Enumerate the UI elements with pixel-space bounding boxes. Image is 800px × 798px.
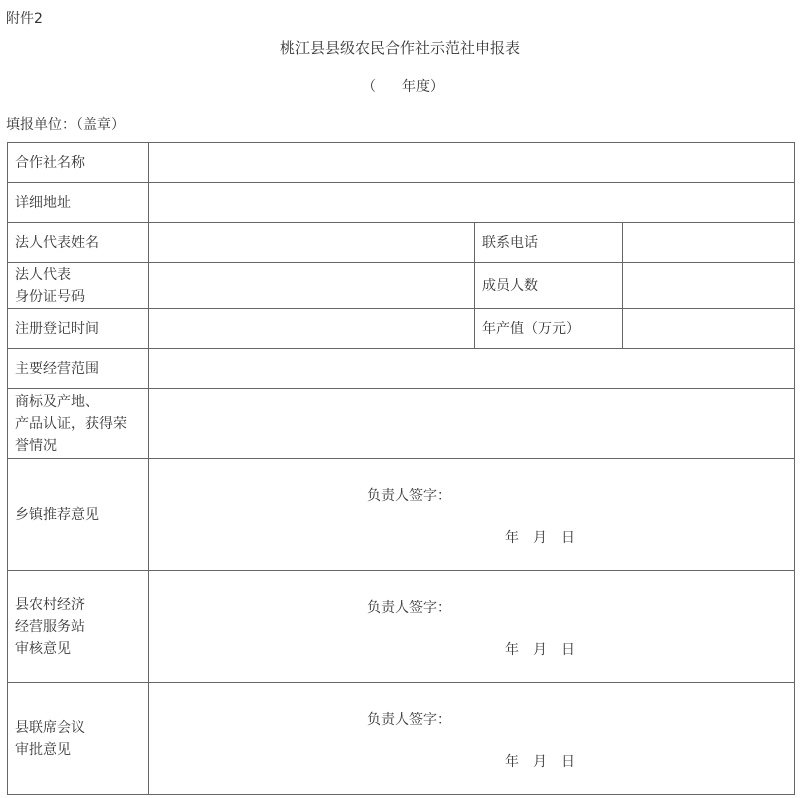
county-station-date-month: 月 [533, 642, 547, 658]
label-business-scope: 主要经营范围 [8, 349, 149, 389]
label-member-count: 成员人数 [475, 263, 623, 309]
label-county-station-line3: 审核意见 [15, 640, 71, 657]
label-honors-line3: 誉情况 [15, 437, 57, 454]
label-county-station-line2: 经营服务站 [15, 618, 85, 635]
label-county-council-approval [8, 683, 149, 795]
label-legal-rep-id-line2: 身份证号码 [15, 288, 85, 305]
label-legal-rep-id [8, 263, 149, 309]
county-station-date-day: 日 [561, 642, 575, 658]
row-county-council-approval [8, 683, 795, 795]
label-county-council-line1: 县联席会议 [15, 719, 85, 736]
year-label: 年度） [402, 79, 444, 95]
row-coop-name [8, 143, 795, 183]
application-form-table [7, 142, 795, 795]
row-legal-rep-id [8, 263, 795, 309]
label-county-station-approval [8, 571, 149, 683]
row-reg-time [8, 309, 795, 349]
town-date-month: 月 [533, 530, 547, 546]
label-honors-line1: 商标及产地、 [15, 393, 99, 410]
field-reg-time[interactable] [149, 309, 475, 349]
label-coop-name: 合作社名称 [8, 143, 149, 183]
page-title: 桃江县县级农民合作社示范社申报表 [279, 39, 520, 57]
label-annual-output: 年产值（万元） [475, 309, 623, 349]
label-reg-time: 注册登记时间 [8, 309, 149, 349]
label-town-approval: 乡镇推荐意见 [8, 459, 149, 571]
field-legal-rep-name[interactable] [149, 223, 475, 263]
year-line [362, 76, 444, 96]
label-county-station-line1: 县农村经济 [15, 596, 85, 613]
field-honors[interactable] [149, 389, 795, 459]
town-sign-label: 负责人签字： [367, 488, 451, 504]
field-address[interactable] [149, 183, 795, 223]
label-phone: 联系电话 [475, 223, 623, 263]
label-honors [8, 389, 149, 459]
filling-unit-label: 填报单位：（盖章） [6, 117, 125, 133]
field-annual-output[interactable] [623, 309, 795, 349]
row-address [8, 183, 795, 223]
label-address: 详细地址 [8, 183, 149, 223]
town-date-day: 日 [561, 530, 575, 546]
field-county-council-approval[interactable] [149, 683, 795, 795]
county-council-date [505, 751, 589, 773]
attachment-label: 附件2 [6, 11, 43, 27]
town-date-year: 年 [505, 530, 519, 546]
town-date [505, 527, 589, 549]
field-county-station-approval[interactable] [149, 571, 795, 683]
field-legal-rep-id[interactable] [149, 263, 475, 309]
county-council-date-year: 年 [505, 754, 519, 770]
label-legal-rep-name: 法人代表姓名 [8, 223, 149, 263]
field-phone[interactable] [623, 223, 795, 263]
label-county-council-line2: 审批意见 [15, 741, 71, 758]
county-station-date-year: 年 [505, 642, 519, 658]
county-station-date [505, 639, 589, 661]
field-town-approval[interactable] [149, 459, 795, 571]
label-legal-rep-id-line1: 法人代表 [15, 266, 71, 283]
row-business-scope [8, 349, 795, 389]
row-honors [8, 389, 795, 459]
field-member-count[interactable] [623, 263, 795, 309]
county-council-date-day: 日 [561, 754, 575, 770]
year-open-paren: （ [362, 79, 376, 95]
row-town-approval [8, 459, 795, 571]
county-council-date-month: 月 [533, 754, 547, 770]
county-station-sign-label: 负责人签字： [367, 600, 451, 616]
field-business-scope[interactable] [149, 349, 795, 389]
label-honors-line2: 产品认证，获得荣 [15, 415, 127, 432]
field-coop-name[interactable] [149, 143, 795, 183]
county-council-sign-label: 负责人签字： [367, 712, 451, 728]
row-county-station-approval [8, 571, 795, 683]
row-legal-rep-name [8, 223, 795, 263]
